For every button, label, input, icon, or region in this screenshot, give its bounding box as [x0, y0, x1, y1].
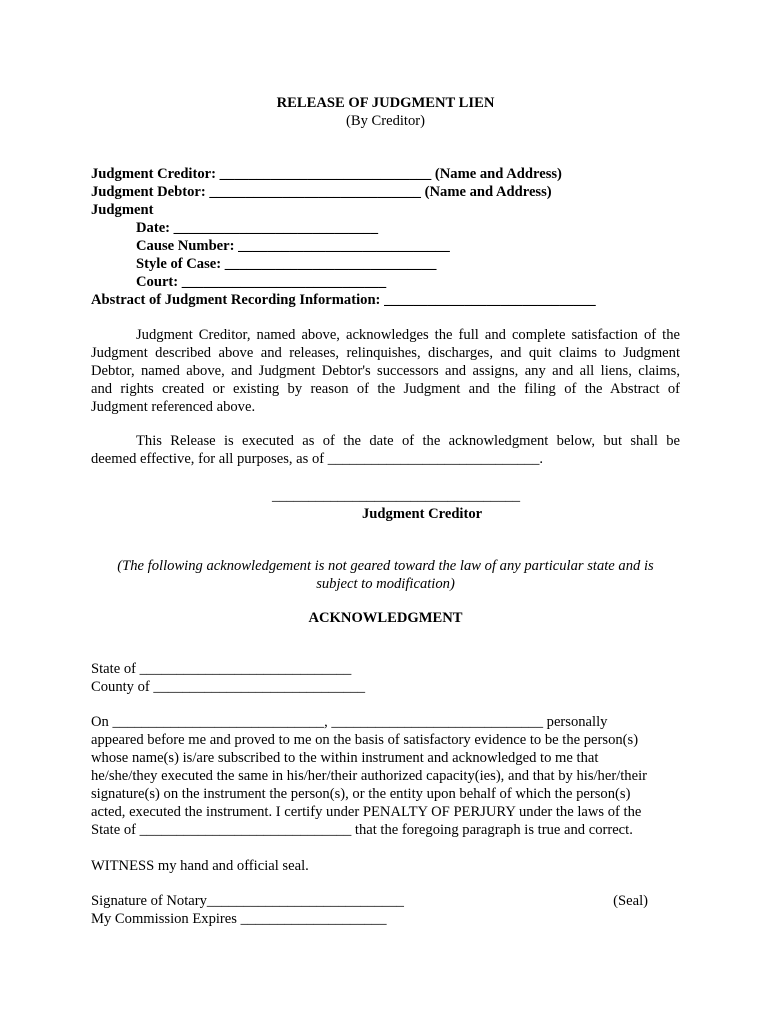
paragraph-line: acted, executed the instrument. I certify under PENALTY OF PERJURY under the laws of the: [91, 804, 642, 820]
creditor-signature-line[interactable]: __________________________________: [272, 488, 521, 504]
court-field[interactable]: Court: ____________________________: [136, 274, 387, 290]
notary-date-name-field[interactable]: On _____________________________, _____________________________ personally: [91, 714, 608, 730]
judgment-debtor-field[interactable]: Judgment Debtor: _____________________________ (Name and Address): [91, 184, 552, 200]
seal-label: (Seal): [613, 893, 648, 909]
effective-date-field[interactable]: deemed effective, for all purposes, as of _____________________________.: [91, 451, 544, 467]
document-title: RELEASE OF JUDGMENT LIEN: [276, 95, 495, 111]
state-field[interactable]: State of _____________________________: [91, 661, 352, 677]
venue-fields: [91, 660, 680, 696]
paragraph-line: Debtor, named above, and Judgment Debtor's successors and assigns, any and all liens, claims,: [91, 363, 680, 379]
county-field[interactable]: County of _____________________________: [91, 679, 366, 695]
notary-signature-row: [91, 892, 648, 910]
note-line: subject to modification): [316, 576, 455, 592]
acknowledgement-note: [91, 557, 680, 593]
release-paragraph: [91, 326, 680, 416]
paragraph-line: appeared before me and proved to me on the basis of satisfactory evidence to be the person(s): [91, 732, 639, 748]
judgment-date-field[interactable]: Date: ____________________________: [136, 220, 378, 236]
document-subtitle: (By Creditor): [345, 113, 426, 129]
paragraph-line: Judgment referenced above.: [91, 399, 256, 415]
acknowledgment-heading: ACKNOWLEDGMENT: [308, 610, 463, 626]
witness-line: WITNESS my hand and official seal.: [91, 858, 309, 874]
judgment-label: Judgment: [91, 202, 154, 218]
paragraph-line: Judgment Creditor, named above, acknowledges the full and complete satisfaction of the: [136, 327, 680, 343]
creditor-signature-label: Judgment Creditor: [362, 506, 483, 522]
notary-state-field[interactable]: State of _____________________________ that the foregoing paragraph is true and correct.: [91, 822, 633, 838]
abstract-recording-field[interactable]: Abstract of Judgment Recording Information: _____________________________: [91, 292, 596, 308]
party-fields: [91, 165, 680, 309]
notary-signature-field[interactable]: Signature of Notary___________________________: [91, 893, 404, 909]
note-line: (The following acknowledgement is not geared toward the law of any particular state and is: [117, 558, 654, 574]
paragraph-line: whose name(s) is/are subscribed to the within instrument and acknowledged to me that: [91, 750, 599, 766]
style-of-case-field[interactable]: Style of Case: _____________________________: [136, 256, 437, 272]
judgment-creditor-field[interactable]: Judgment Creditor: _____________________________ (Name and Address): [91, 166, 562, 182]
paragraph-line: This Release is executed as of the date of the acknowledgment below, but shall be: [136, 433, 680, 449]
cause-number-field[interactable]: Cause Number: _____________________________: [136, 238, 450, 254]
effective-date-paragraph: [91, 432, 680, 468]
paragraph-line: and rights created or existing by reason of the Judgment and the filing of the Abstract of: [91, 381, 680, 397]
document-page: [91, 94, 680, 928]
notary-paragraph: [91, 713, 680, 839]
paragraph-line: he/she/they executed the same in his/her/their authorized capacity(ies), and that by his/her/their: [91, 768, 647, 784]
commission-expires-field[interactable]: My Commission Expires ____________________: [91, 911, 387, 927]
paragraph-line: Judgment described above and releases, relinquishes, discharges, and quit claims to Judgment: [91, 345, 680, 361]
paragraph-line: signature(s) on the instrument the person(s), or the entity upon behalf of which the person(s): [91, 786, 631, 802]
